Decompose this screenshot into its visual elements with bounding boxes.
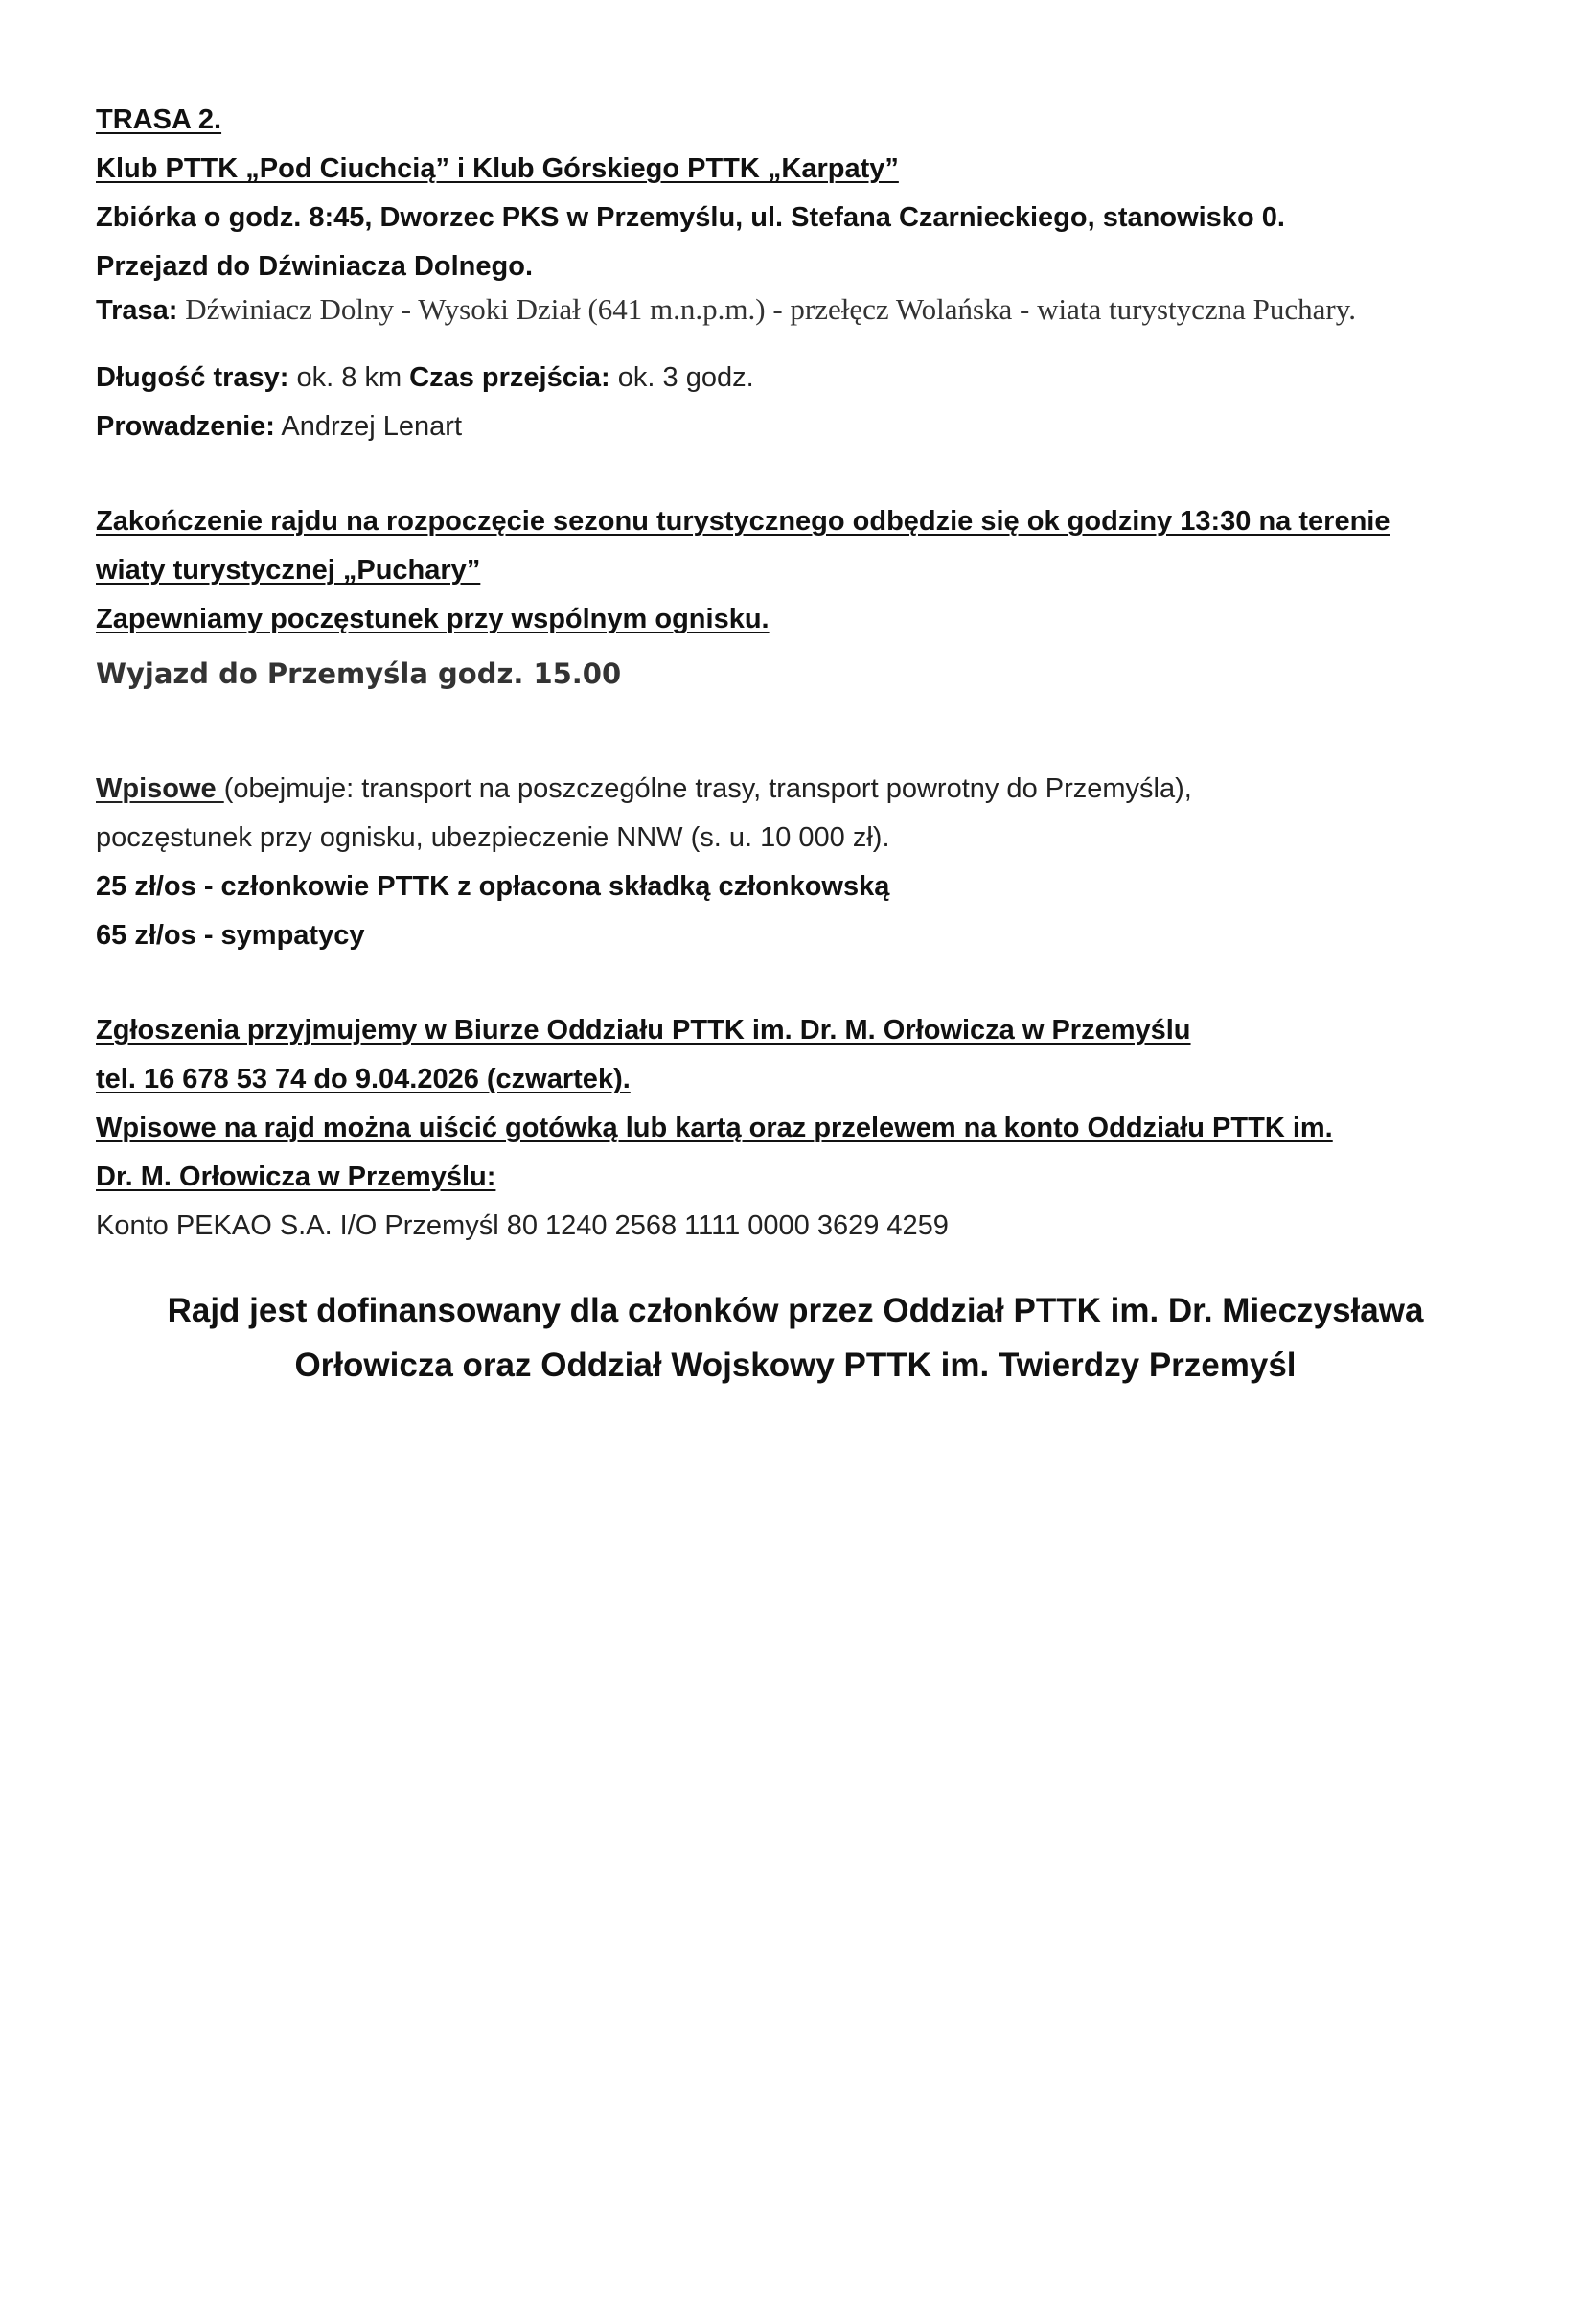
- fee-line-1: [96, 765, 1495, 814]
- fee-label: Wpisowe: [96, 773, 224, 804]
- guide-label: Prowadzenie:: [96, 411, 275, 442]
- route-length-time: [96, 354, 1495, 403]
- fee-members: 25 zł/os - członkowie PTTK z opłacona składką członkowską: [96, 871, 890, 902]
- funding-line-2: Orłowicza oraz Oddział Wojskowy PTTK im. Twierdzy Przemyśl: [294, 1346, 1297, 1384]
- guide-value: Andrzej Lenart: [274, 411, 463, 442]
- funding-note: [96, 1283, 1495, 1392]
- ending-line-3: Zapewniamy poczęstunek przy wspólnym ognisku.: [96, 604, 770, 634]
- route-heading: TRASA 2.: [96, 104, 222, 135]
- fee-others: 65 zł/os - sympatycy: [96, 920, 365, 951]
- time-label: Czas przejścia:: [409, 362, 610, 393]
- registration-line-3: Wpisowe na rajd można uiścić gotówką lub kartą oraz przelewem na konto Oddziału PTTK im.: [96, 1113, 1333, 1143]
- route-guide: [96, 403, 1495, 451]
- transfer-info: Przejazd do Dźwiniacza Dolnego.: [96, 251, 534, 282]
- length-label: Długość trasy:: [96, 362, 289, 393]
- bank-account: Konto PEKAO S.A. I/O Przemyśl 80 1240 2568 1111 0000 3629 4259: [96, 1210, 949, 1241]
- registration-line-2: tel. 16 678 53 74 do 9.04.2026 (czwartek).: [96, 1064, 631, 1094]
- ending-line-2: wiaty turystycznej „Puchary”: [96, 555, 481, 586]
- document-page: [96, 96, 1495, 1392]
- fee-line-2: poczęstunek przy ognisku, ubezpieczenie NNW (s. u. 10 000 zł).: [96, 822, 890, 853]
- registration-line-4: Dr. M. Orłowicza w Przemyślu:: [96, 1162, 496, 1192]
- route-value: Dźwiniacz Dolny - Wysoki Dział (641 m.n.p.m.) - przełęcz Wolańska - wiata turystyczna Puchary.: [177, 292, 1356, 326]
- route-description: [96, 291, 1437, 329]
- registration-line-1: Zgłoszenia przyjmujemy w Biurze Oddziału PTTK im. Dr. M. Orłowicza w Przemyślu: [96, 1015, 1191, 1046]
- funding-line-1: Rajd jest dofinansowany dla członków przez Oddział PTTK im. Dr. Mieczysława: [167, 1292, 1424, 1329]
- length-value: ok. 8 km: [288, 362, 410, 393]
- fee-description: (obejmuje: transport na poszczególne trasy, transport powrotny do Przemyśla),: [223, 773, 1192, 804]
- time-value: ok. 3 godz.: [609, 362, 754, 393]
- ending-line-1: Zakończenie rajdu na rozpoczęcie sezonu turystycznego odbędzie się ok godziny 13:30 na terenie: [96, 506, 1390, 537]
- route-label: Trasa:: [96, 295, 178, 326]
- route-clubs: Klub PTTK „Pod Ciuchcią” i Klub Górskiego PTTK „Karpaty”: [96, 153, 899, 184]
- departure-info: Wyjazd do Przemyśla godz. 15.00: [96, 657, 622, 690]
- meeting-info: Zbiórka o godz. 8:45, Dworzec PKS w Przemyślu, ul. Stefana Czarnieckiego, stanowisko 0.: [96, 202, 1285, 233]
